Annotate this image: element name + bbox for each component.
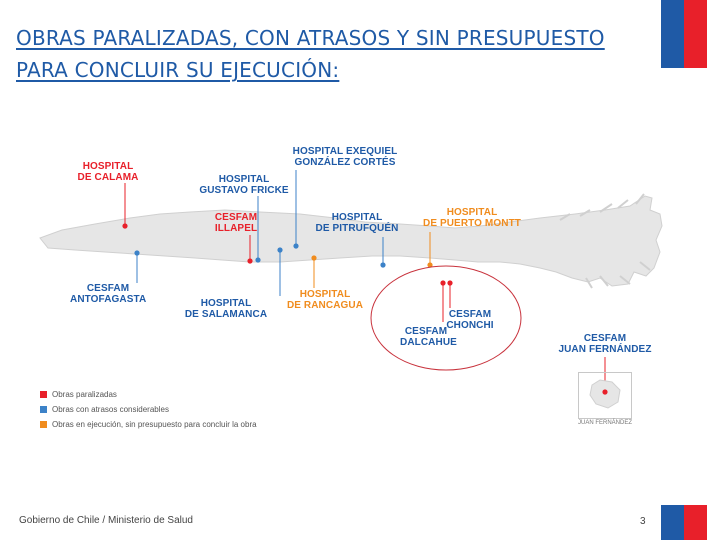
juan-fernandez-caption: JUAN FERNÁNDEZ — [577, 420, 632, 426]
legend-swatch-orange — [40, 421, 47, 428]
dot-pitrufquen — [380, 262, 385, 267]
dot-fricke — [255, 257, 260, 262]
label-calama: HOSPITAL DE CALAMA — [77, 161, 139, 183]
dot-exequiel — [293, 243, 298, 248]
label-chonchi: CESFAM CHONCHI — [446, 309, 494, 331]
slide-title: OBRAS PARALIZADAS, CON ATRASOS Y SIN PRESUPUESTO PARA CONCLUIR SU EJECUCIÓN: — [16, 26, 605, 82]
label-dalcahue: CESFAM DALCAHUE — [400, 326, 457, 348]
chile-silhouette — [40, 196, 662, 286]
label-fricke: HOSPITAL GUSTAVO FRICKE — [199, 174, 289, 196]
dot-antofagasta — [134, 250, 139, 255]
juan-fernandez-inset — [578, 372, 632, 419]
label-illapel: CESFAM ILLAPEL — [214, 212, 258, 234]
dot-illapel — [247, 258, 252, 263]
label-salamanca: HOSPITAL DE SALAMANCA — [184, 298, 268, 320]
label-juan-fernandez: CESFAM JUAN FERNÁNDEZ — [558, 333, 652, 355]
dot-dalcahue — [440, 280, 445, 285]
legend-swatch-blue — [40, 406, 47, 413]
legend-label: Obras en ejecución, sin presupuesto para concluir la obra — [52, 420, 257, 429]
dot-calama — [122, 223, 127, 228]
flag-blue-bottom — [661, 505, 684, 540]
label-rancagua: HOSPITAL DE RANCAGUA — [286, 289, 364, 311]
dot-salamanca — [277, 247, 282, 252]
legend-label: Obras con atrasos considerables — [52, 405, 169, 414]
flag-red-bottom — [684, 505, 707, 540]
legend-item — [40, 417, 257, 432]
footer-text: Gobierno de Chile / Ministerio de Salud — [19, 515, 193, 526]
legend-label: Obras paralizadas — [52, 390, 117, 399]
legend-swatch-red — [40, 391, 47, 398]
label-pitrufquen: HOSPITAL DE PITRUFQUÉN — [315, 212, 399, 234]
dot-chonchi — [447, 280, 452, 285]
label-puerto-montt: HOSPITAL DE PUERTO MONTT — [423, 207, 521, 229]
legend — [40, 387, 257, 432]
label-exequiel: HOSPITAL EXEQUIEL GONZÁLEZ CORTÉS — [292, 146, 398, 168]
label-antofagasta: CESFAM ANTOFAGASTA — [70, 283, 147, 305]
legend-item — [40, 402, 257, 417]
legend-item — [40, 387, 257, 402]
dot-rancagua — [311, 255, 316, 260]
page-number: 3 — [640, 516, 646, 527]
